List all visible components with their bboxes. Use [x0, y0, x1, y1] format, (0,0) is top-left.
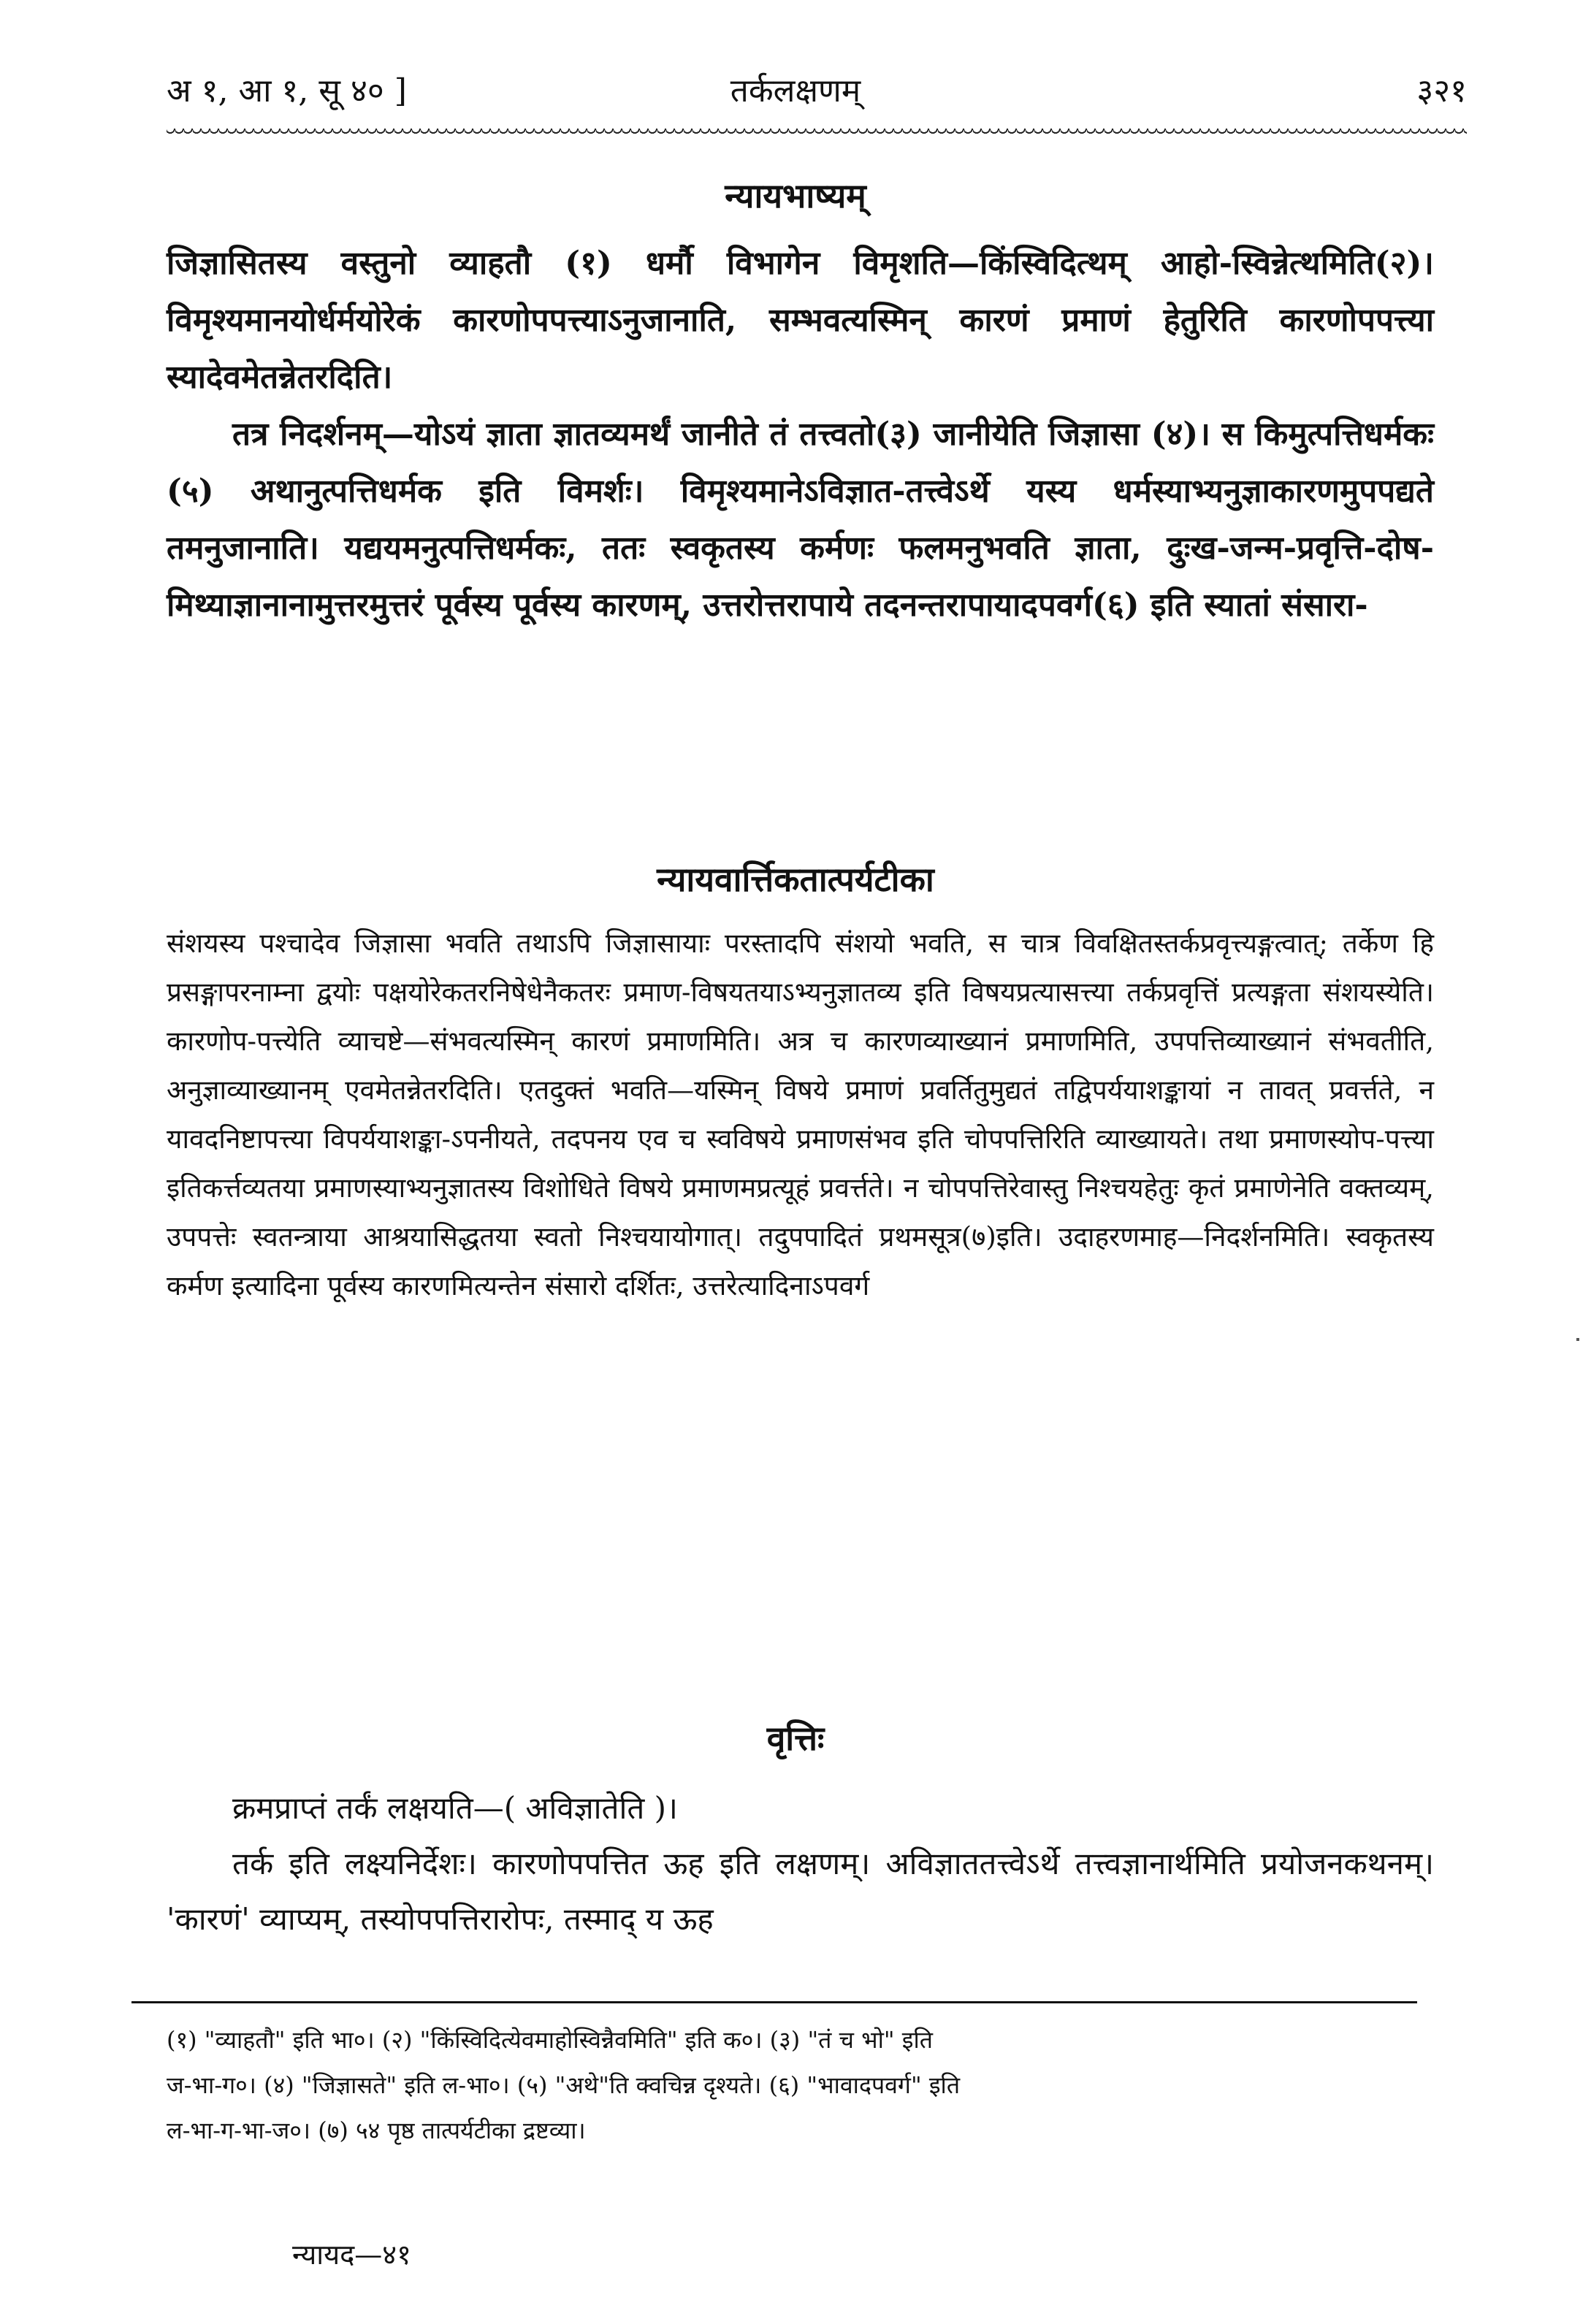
footnotes	[167, 2017, 1416, 2153]
wavy-divider	[167, 129, 1467, 139]
vritti-heading: वृत्तिः	[766, 1719, 825, 1758]
bhashya-paragraph-2: तत्र निदर्शनम्—योऽयं ज्ञाता ज्ञातव्यमर्थं जानीते तं तत्त्वतो(३) जानीयेति जिज्ञासा (४)। स किमुत्पत्तिधर्मकः (५) अथानुत्पत्तिधर्मक इति विमर्शः। विमृश्यमानेऽविज्ञात-तत्त्वेऽर्थे यस्य धर्मस्याभ्यनुज्ञाकारणमुपपद्यते तमनुजानाति। यद्ययमनुत्पत्तिधर्मकः, ततः स्वकृतस्य कर्मणः फलमनुभवति ज्ञाता, दुःख-जन्म-प्रवृत्ति-दोष-मिथ्याज्ञानानामुत्तरमुत्तरं पूर्वस्य पूर्वस्य कारणम्, उत्तरोत्तरापाये तदनन्तरापायादपवर्ग(६) इति स्यातां संसारा-	[167, 416, 1434, 624]
printer-signature: न्यायद—४१	[292, 2239, 411, 2271]
tika-heading: न्यायवार्त्तिकतात्पर्यटीका	[657, 860, 934, 899]
bhashya-text	[167, 235, 1434, 634]
vritti-line-1: क्रमप्राप्तं तर्कं लक्षयति—( अविज्ञातेति )।	[232, 1790, 678, 1826]
footnote-divider	[131, 2001, 1417, 2003]
bhashya-paragraph-1: जिज्ञासितस्य वस्तुनो व्याहतौ (१) धर्मौ विभागेन विमृशति—किंस्विदित्थम् आहो-स्विन्नेत्थमिति(२)। विमृश्यमानयोर्धर्मयोरेकं कारणोपपत्त्याऽनुजानाति, सम्भवत्यस्मिन् कारणं प्रमाणं हेतुरिति कारणोपपत्त्या स्यादेवमेतन्नेतरदिति।	[167, 245, 1434, 396]
bhashya-heading: न्यायभाष्यम्	[725, 176, 866, 215]
chapter-reference: अ १, आ १, सू ४० ]	[167, 72, 407, 110]
footnote-line-3: ल-भा-ग-भा-ज०। (७) ५४ पृष्ठ तात्पर्यटीका द्रष्टव्या।	[167, 2117, 586, 2144]
page-title: तर्कलक्षणम्	[730, 72, 861, 110]
margin-speck	[1576, 1338, 1579, 1341]
tika-text	[167, 919, 1434, 1310]
vritti-paragraph-2: तर्क इति लक्ष्यनिर्देशः। कारणोपपत्तित ऊह इति लक्षणम्। अविज्ञाततत्त्वेऽर्थे तत्त्वज्ञानार्थमिति प्रयोजनकथनम्। 'कारणं' व्याप्यम्, तस्योपपत्तिरारोपः, तस्माद् य ऊह	[167, 1846, 1434, 1937]
vritti-text	[167, 1781, 1434, 1947]
tika-paragraph: संशयस्य पश्चादेव जिज्ञासा भवति तथाऽपि जिज्ञासायाः परस्तादपि संशयो भवति, स चात्र विवक्षितस्तर्कप्रवृत्त्यङ्गत्वात्; तर्केण हि प्रसङ्गापरनाम्ना द्वयोः पक्षयोरेकतरनिषेधेनैकतरः प्रमाण-विषयतयाऽभ्यनुज्ञातव्य इति विषयप्रत्यासत्त्या तर्कप्रवृत्तिं प्रत्यङ्गता संशयस्येति। कारणोप-पत्त्येति व्याचष्टे—संभवत्यस्मिन् कारणं प्रमाणमिति। अत्र च कारणव्याख्यानं प्रमाणमिति, उपपत्तिव्याख्यानं संभवतीति, अनुज्ञाव्याख्यानम् एवमेतन्नेतरदिति। एतदुक्तं भवति—यस्मिन् विषये प्रमाणं प्रवर्तितुमुद्यतं तद्विपर्ययाशङ्कायां न तावत् प्रवर्त्तते, न यावदनिष्टापत्त्या विपर्ययाशङ्का-ऽपनीयते, तदपनय एव च स्वविषये प्रमाणसंभव इति चोपपत्तिरिति व्याख्यायते। तथा प्रमाणस्योप-पत्त्या इतिकर्त्तव्यतया प्रमाणस्याभ्यनुज्ञातस्य विशोधिते विषये प्रमाणमप्रत्यूहं प्रवर्त्तते। न चोपपत्तिरेवास्तु निश्चयहेतुः कृतं प्रमाणेनेति वक्तव्यम्, उपपत्तेः स्वतन्त्राया आश्रयासिद्धतया स्वतो निश्चयायोगात्। तदुपपादितं प्रथमसूत्र(७)इति। उदाहरणमाह—निदर्शनमिति। स्वकृतस्य कर्मण इत्यादिना पूर्वस्य कारणमित्यन्तेन संसारो दर्शितः, उत्तरेत्यादिनाऽपवर्ग	[167, 928, 1435, 1301]
page-number: ३२१	[1416, 72, 1467, 110]
footnote-line-2: ज-भा-ग०। (४) "जिज्ञासते" इति ल-भा०। (५) "अथे"ति क्वचिन्न दृश्यते। (६) "भावादपवर्ग" इति	[167, 2071, 961, 2099]
footnote-line-1: (१) "व्याहतौ" इति भा०। (२) "किंस्विदित्येवमाहोस्विन्नैवमिति" इति क०। (३) "तं च भो" इति	[167, 2026, 933, 2054]
running-head	[0, 67, 1591, 118]
